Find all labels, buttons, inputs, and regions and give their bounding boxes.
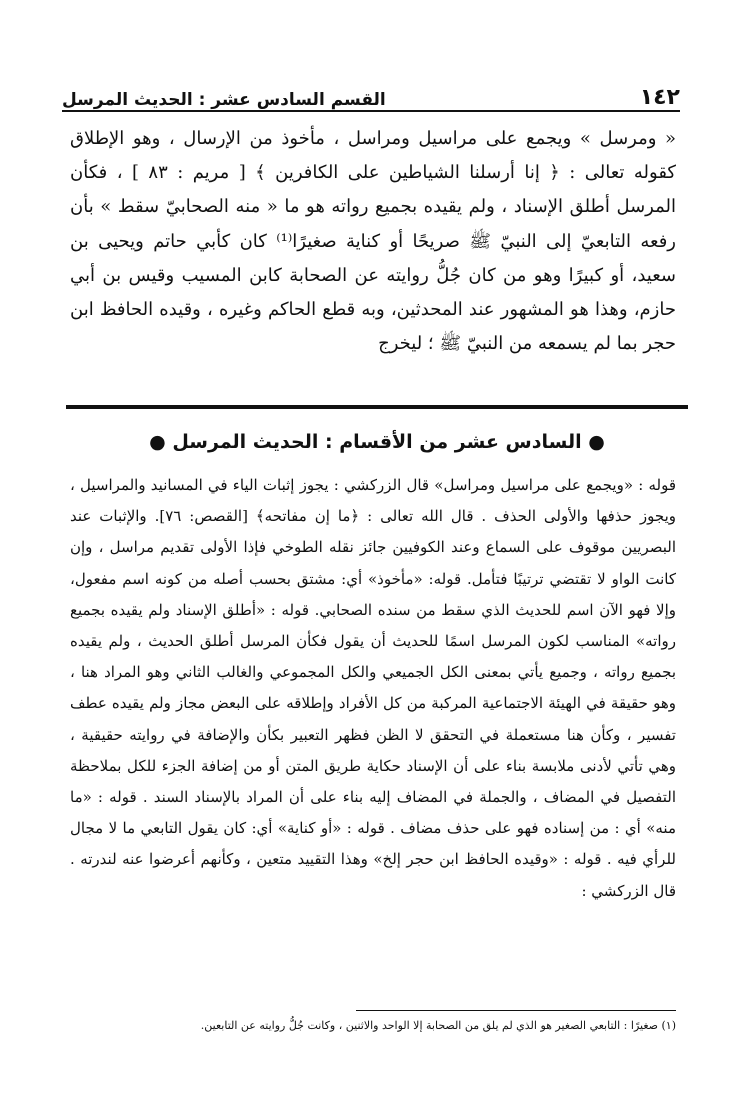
page-number: ١٤٢ [639,85,680,110]
footnote-rule [356,1010,676,1011]
main-text-paragraph: « ومرسل » ويجمع على مراسيل ومراسل ، مأخوذ من الإرسال ، وهو الإطلاق كقوله تعالى : ﴿ إنا أرسلنا الشياطين على الكافرين ﴾ [ مريم : ٨٣ ] ، فكأن المرسل أطلق الإسناد ، ولم يقيده بجميع رواته هو ما « منه الصحابيّ سقط » بأن رفعه التابعيّ إلى النبيّ ﷺ صريحًا أو كناية صغيرًا⁽¹⁾ كان كأبي حاتم ويحيى بن سعيد، أو كبيرًا وهو من كان جُلُّ روايته عن الصحابة كابن المسيب وقيس بن أبي حازم، وهذا هو المشهور عند المحدثين، وبه قطع الحاكم وغيره ، وقيده الحافظ ابن حجر بما لم يسمعه من النبيّ ﷺ ؛ ليخرج [70,128,676,355]
commentary-text [70,470,676,907]
section-divider [66,405,688,409]
main-text [70,122,676,361]
commentary-paragraph: قوله : «ويجمع على مراسيل ومراسل» قال الزركشي : يجوز إثبات الياء في المسانيد والمراسيل ، ويجوز حذفها والأولى الحذف . قال الله تعالى : ﴿ما إن مفاتحه﴾ [القصص: ٧٦]. والإثبات عند البصريين موقوف على السماع وعند الكوفيين جائز نقله الطوخي فإذا الأولى تقديم مراسل ، وإن كانت الواو لا تقتضي ترتيبًا فتأمل. قوله: «مأخوذ» أي: مشتق بحسب أصله من كونه اسم مفعول، وإلا فهو الآن اسم للحديث الذي سقط من سنده الصحابي. قوله : «أطلق الإسناد ولم يقيده بجميع رواته» المناسب لكون المرسل اسمًا للحديث أن يقول فكأن المرسل أطلق الحديث ، ولم يقيده بجميع رواته ، وجميع يأتي بمعنى الكل الجميعي والكل المجموعي والغالب الثاني وهو المراد هنا ، وهو حقيقة في الهيئة الاجتماعية المركبة من كل الأفراد وإطلاقه على البعض مجاز ولم يقيده عطف تفسير ، وكأن هنا مستعملة في التحقق لا الظن فظهر التعبير بكأن والإضافة في روايته حقيقية ، وهي تأتي لأدنى ملابسة بناء على أن الإسناد حكاية طريق المتن أو من إضافة الجزء للكل بملاحظة التفصيل في المضاف ، والجملة في المضاف إليه بناء على أن المراد بالإسناد السند . قوله : «ما منه» أي : من إسناده فهو على حذف مضاف . قوله : «أو كناية» أي: كان يقول التابعي ما لا مجال للرأي فيه . قوله : «وقيده الحافظ ابن حجر إلخ» وهذا التقييد متعين ، وكأنهم أعرضوا عنه لندرته . قال الزركشي : [70,476,677,900]
section-title: ● السادس عشر من الأقسام : الحديث المرسل ● [149,431,605,453]
footnote: (١) صغيرًا : التابعي الصغير هو الذي لم يلق من الصحابة إلا الواحد والاثنين ، وكانت جُلُّ روايته عن التابعين. [200,1019,676,1032]
header-rule [62,110,680,112]
page-header [62,72,680,110]
running-title: القسم السادس عشر : الحديث المرسل [62,90,386,110]
